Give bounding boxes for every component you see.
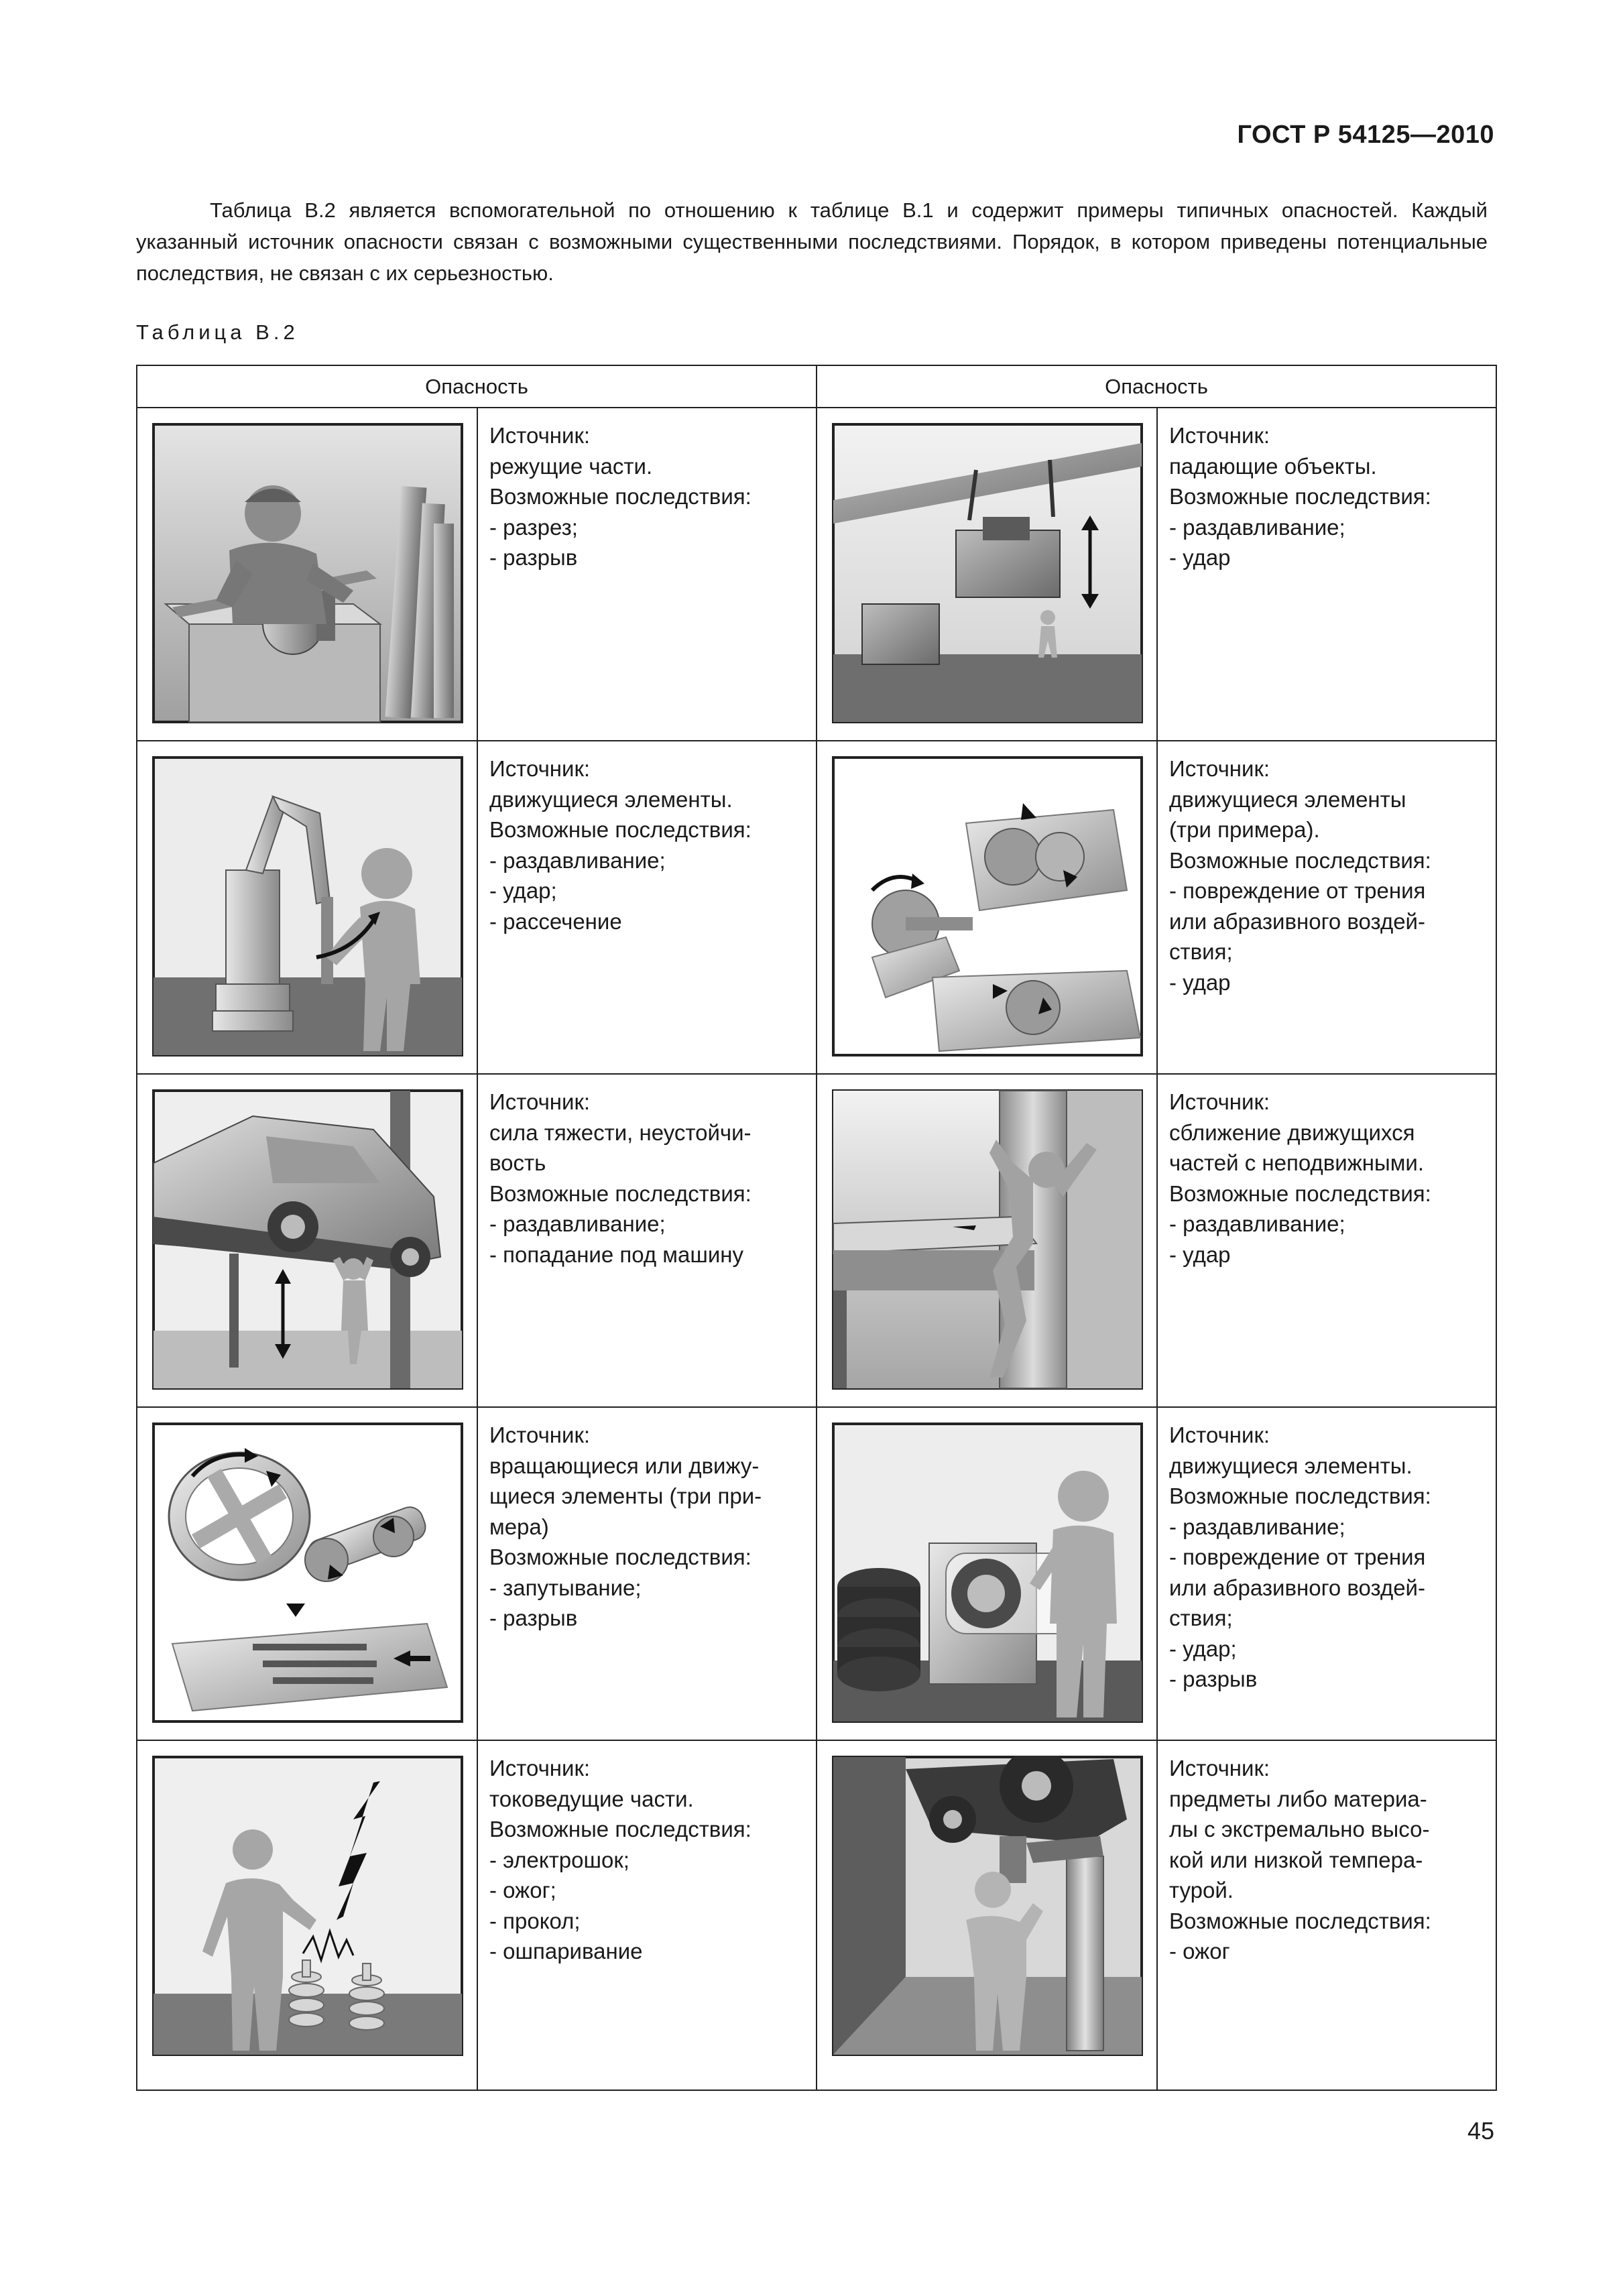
table-row	[137, 1740, 1496, 2090]
column-header-hazard-left: Опасность	[137, 365, 817, 408]
text-cell	[477, 1074, 817, 1407]
text-cell	[477, 1407, 817, 1740]
image-cell	[817, 1074, 1157, 1407]
column-header-hazard-right: Опасность	[817, 365, 1496, 408]
image-cell	[137, 741, 477, 1074]
image-cell	[817, 408, 1157, 741]
text-cell	[1157, 408, 1496, 741]
hazard-table	[136, 365, 1497, 2091]
document-code: ГОСТ Р 54125—2010	[1237, 121, 1494, 149]
moving-arm-illustration	[152, 756, 463, 1056]
image-cell	[817, 1740, 1157, 2090]
rotating-entanglement-illustration	[152, 1423, 463, 1723]
image-cell	[137, 1074, 477, 1407]
image-cell	[137, 1740, 477, 2090]
text-cell	[477, 408, 817, 741]
table-row	[137, 1407, 1496, 1740]
hazard-description: Источник: движущиеся элементы. Возможные последствия: - раздавливание; - удар; - рассечение	[489, 756, 752, 934]
hazard-description: Источник: предметы либо материа- лы с экстремально высо- кой или низкой темпера- турой. Возможные последствия: - ожог	[1169, 1756, 1431, 1963]
electric-shock-illustration	[152, 1756, 463, 2056]
hazard-description: Источник: режущие части. Возможные последствия: - разрез; - разрыв	[489, 423, 752, 570]
intro-paragraph: Таблица В.2 является вспомогательной по отношению к таблице В.1 и содержит примеры типичных опасностей. Каждый указанный источник опасности связан с возможными существенными последствиями. Порядок, в котором приведены потенциальные последствия, не связан с их серьезностью.	[136, 198, 1488, 285]
hazard-description: Источник: токоведущие части. Возможные последствия: - электрошок; - ожог; - прокол; - ошпаривание	[489, 1756, 752, 1963]
text-cell	[1157, 1407, 1496, 1740]
cutting-parts-illustration	[152, 423, 463, 723]
hazard-description: Источник: сила тяжести, неустойчи- вость Возможные последствия: - раздавливание; - попадание под машину	[489, 1089, 752, 1267]
hot-exhaust-illustration	[832, 1756, 1143, 2056]
falling-objects-illustration	[832, 423, 1143, 723]
hazard-description: Источник: движущиеся элементы. Возможные последствия: - раздавливание; - повреждение от трения или абразивного воздей- ствия; - удар; - разрыв	[1169, 1423, 1431, 1691]
hazard-description: Источник: вращающиеся или движу- щиеся элементы (три при- мера) Возможные последствия: - запутывание; - разрыв	[489, 1423, 762, 1630]
image-cell	[137, 408, 477, 741]
table-row	[137, 741, 1496, 1074]
text-cell	[1157, 1074, 1496, 1407]
image-cell	[817, 741, 1157, 1074]
rollers-friction-illustration	[832, 756, 1143, 1056]
table-row	[137, 408, 1496, 741]
table-caption: Таблица В.2	[136, 320, 299, 344]
image-cell	[137, 1407, 477, 1740]
page-number: 45	[1467, 2117, 1494, 2144]
text-cell	[1157, 1740, 1496, 2090]
pinch-wall-illustration	[832, 1089, 1143, 1390]
hazard-description: Источник: сближение движущихся частей с неподвижными. Возможные последствия: - раздавливание; - удар	[1169, 1089, 1431, 1267]
image-cell	[817, 1407, 1157, 1740]
tire-machine-illustration	[832, 1423, 1143, 1723]
hazard-description: Источник: движущиеся элементы (три примера). Возможные последствия: - повреждение от трения или абразивного воздей- ствия; - удар	[1169, 756, 1431, 995]
text-cell	[477, 741, 817, 1074]
car-lift-illustration	[152, 1089, 463, 1390]
text-cell	[477, 1740, 817, 2090]
text-cell	[1157, 741, 1496, 1074]
hazard-description: Источник: падающие объекты. Возможные последствия: - раздавливание; - удар	[1169, 423, 1431, 570]
table-row	[137, 1074, 1496, 1407]
